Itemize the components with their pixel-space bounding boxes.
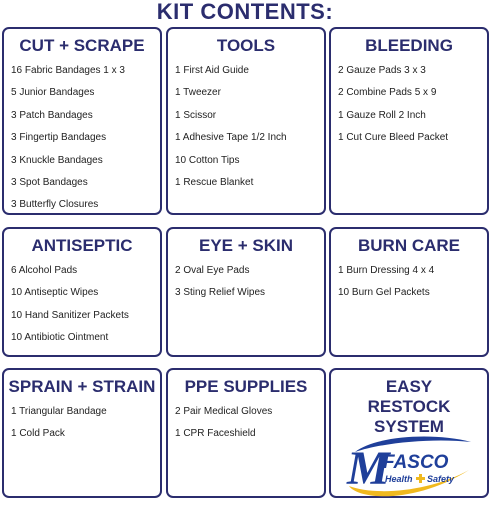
list-item: 3 Sting Relief Wipes [175, 287, 266, 299]
mfasco-logo-graphic [345, 430, 473, 500]
page-title: KIT CONTENTS: [156, 0, 334, 24]
list-item: 6 Alcohol Pads [11, 265, 78, 276]
ppe-supplies-box [166, 368, 326, 498]
box-heading: EASY RESTOCK SYSTEM [367, 377, 451, 436]
mfasco-logo [345, 430, 473, 500]
list-item: 3 Fingertip Bandages [11, 132, 107, 144]
list-item: 1 Tweezer [175, 87, 221, 99]
list-item: 2 Pair Medical Gloves [175, 406, 273, 417]
list-item: 16 Fabric Bandages 1 x 3 [11, 65, 125, 76]
bleeding-box [329, 27, 489, 215]
list-item: 1 Burn Dressing 4 x 4 [338, 265, 435, 276]
list-item: 2 Oval Eye Pads [175, 265, 250, 276]
tools-box [166, 27, 326, 215]
box-heading: EYE + SKIN [198, 236, 293, 255]
sprain-strain-box [2, 368, 162, 498]
list-item: 10 Antiseptic Wipes [11, 287, 99, 299]
list-item: 1 Cut Cure Bleed Packet [338, 132, 449, 144]
logo-m-letter: M [347, 442, 390, 495]
list-item: 3 Spot Bandages [11, 177, 88, 189]
list-item: 10 Burn Gel Packets [338, 287, 430, 299]
item-list [4, 256, 160, 350]
list-item: 1 Triangular Bandage [11, 406, 107, 417]
box-heading: CUT + SCRAPE [19, 36, 145, 55]
list-item: 1 Gauze Roll 2 Inch [338, 109, 426, 121]
list-item: 3 Patch Bandages [11, 109, 93, 121]
list-item: 1 Scissor [175, 109, 217, 121]
list-item: 1 Rescue Blanket [175, 177, 254, 189]
list-item: 10 Antibiotic Ointment [11, 332, 109, 344]
item-list [168, 397, 324, 446]
antiseptic-box [2, 227, 162, 357]
list-item: 1 Adhesive Tape 1/2 Inch [175, 132, 287, 144]
item-list [168, 256, 324, 305]
list-item: 2 Gauze Pads 3 x 3 [338, 65, 426, 76]
list-item: 3 Knuckle Bandages [11, 154, 103, 166]
list-item: 10 Cotton Tips [175, 154, 240, 166]
cut-scrape-box [2, 27, 162, 215]
logo-brand-text: FASCO [383, 452, 449, 473]
box-heading: BURN CARE [358, 236, 460, 255]
item-list [4, 56, 160, 217]
list-item: 1 First Aid Guide [175, 65, 249, 76]
box-heading: ANTISEPTIC [31, 236, 133, 255]
logo-tagline-right: Safety [427, 474, 455, 484]
box-heading: TOOLS [216, 36, 276, 55]
item-list [4, 397, 160, 446]
item-list [331, 256, 487, 305]
box-heading: SPRAIN + STRAIN [8, 377, 156, 396]
list-item: 2 Combine Pads 5 x 9 [338, 87, 437, 99]
list-item: 10 Hand Sanitizer Packets [11, 309, 129, 321]
logo-tagline-left: Health [385, 474, 413, 484]
item-list [331, 56, 487, 150]
list-item: 1 CPR Faceshield [175, 428, 256, 440]
box-heading: BLEEDING [365, 36, 453, 55]
logo-cross-icon [416, 477, 425, 480]
list-item: 3 Butterfly Closures [11, 199, 99, 211]
box-heading: PPE SUPPLIES [184, 377, 308, 396]
list-item: 5 Junior Bandages [11, 87, 95, 99]
item-list [168, 56, 324, 194]
burn-care-box [329, 227, 489, 357]
easy-restock-box [329, 368, 489, 498]
eye-skin-box [166, 227, 326, 357]
list-item: 1 Cold Pack [11, 428, 65, 440]
